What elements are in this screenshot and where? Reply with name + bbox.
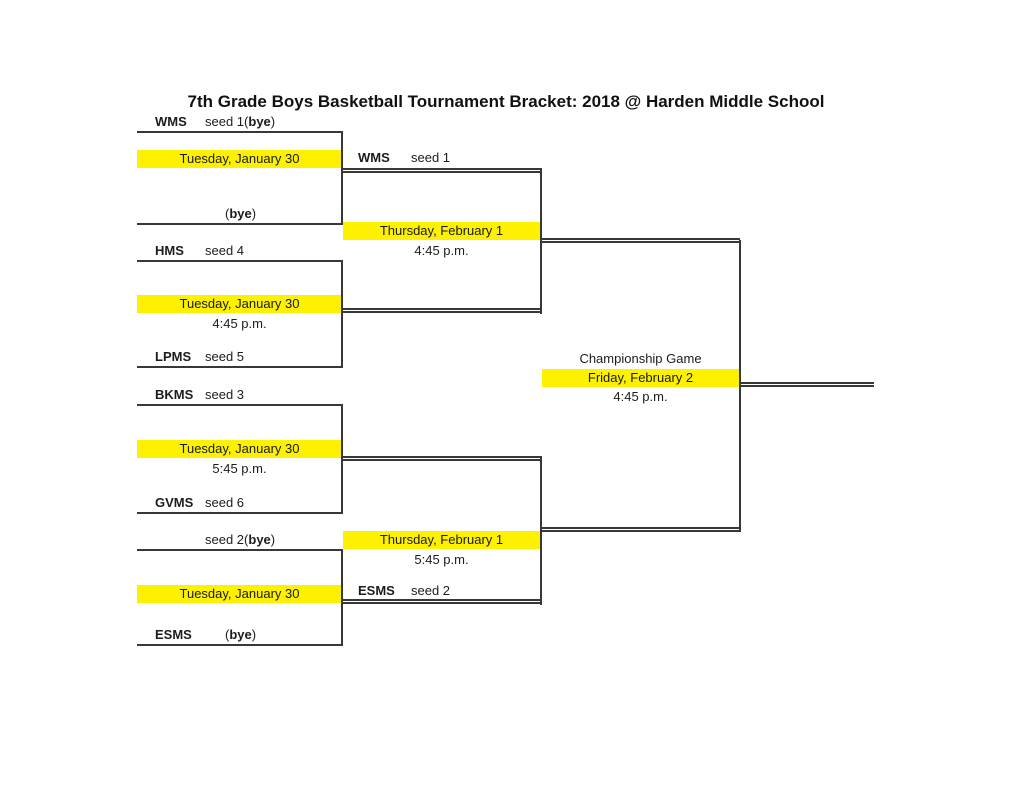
team-label xyxy=(137,115,342,129)
game-time: 4:45 p.m. xyxy=(414,243,469,258)
game-date-highlight: Tuesday, January 30 xyxy=(137,295,342,313)
team-name: WMS xyxy=(358,150,390,165)
winner-line-top xyxy=(343,168,540,173)
team-label xyxy=(137,350,342,364)
page-title: 7th Grade Boys Basketball Tournament Bracket: 2018 @ Harden Middle School xyxy=(187,92,825,111)
team-label xyxy=(343,151,540,165)
game-date-highlight: Tuesday, January 30 xyxy=(137,150,342,168)
team-seed: seed 1(bye) xyxy=(205,114,276,129)
game-date-highlight: Tuesday, January 30 xyxy=(137,585,342,603)
team-label xyxy=(137,244,342,258)
team-name: BKMS xyxy=(155,387,194,402)
team-name: WMS xyxy=(155,114,187,129)
team-line-top xyxy=(137,404,342,406)
game-date-highlight: Thursday, February 1 xyxy=(343,222,540,240)
finalist-line-top xyxy=(542,238,740,243)
game-time: 4:45 p.m. xyxy=(212,316,267,331)
team-line-bottom xyxy=(137,512,342,514)
winner-line-top xyxy=(343,456,540,461)
team-label xyxy=(137,628,342,642)
winner-line-bottom xyxy=(343,599,540,604)
team-seed: seed 2 xyxy=(411,583,451,598)
champion-line xyxy=(741,382,874,387)
team-line-top xyxy=(137,260,342,262)
team-name: GVMS xyxy=(155,495,194,510)
game-time: 5:45 p.m. xyxy=(212,461,267,476)
team-label xyxy=(343,584,540,598)
team-line-bottom xyxy=(137,223,342,225)
team-line-top xyxy=(137,549,342,551)
winner-line-bottom xyxy=(343,308,540,313)
team-label xyxy=(137,496,342,510)
team-seed: seed 1 xyxy=(411,150,451,165)
game-date-highlight: Tuesday, January 30 xyxy=(137,440,342,458)
team-name: HMS xyxy=(155,243,184,258)
team-seed: seed 2(bye) xyxy=(205,532,276,547)
team-seed: seed 6 xyxy=(205,495,245,510)
championship-heading: Championship Game xyxy=(579,351,702,366)
team-line-bottom xyxy=(137,366,342,368)
team-name: ESMS xyxy=(358,583,395,598)
team-seed: seed 3 xyxy=(205,387,245,402)
finalist-line-bottom xyxy=(542,527,740,532)
team-seed: (bye) xyxy=(225,206,257,221)
team-seed: seed 4 xyxy=(205,243,245,258)
team-name: ESMS xyxy=(155,627,192,642)
team-label xyxy=(137,207,342,221)
bracket-connector xyxy=(341,131,343,225)
team-line-top xyxy=(137,131,342,133)
game-time: 5:45 p.m. xyxy=(414,552,469,567)
bracket-connector xyxy=(341,260,343,368)
team-label xyxy=(137,388,342,402)
team-seed: (bye) xyxy=(225,627,257,642)
team-line-bottom xyxy=(137,644,342,646)
game-time: 4:45 p.m. xyxy=(613,389,668,404)
game-date-highlight: Thursday, February 1 xyxy=(343,531,540,549)
game-date-highlight: Friday, February 2 xyxy=(542,369,739,387)
team-seed: seed 5 xyxy=(205,349,245,364)
team-name: LPMS xyxy=(155,349,192,364)
team-label xyxy=(137,533,342,547)
